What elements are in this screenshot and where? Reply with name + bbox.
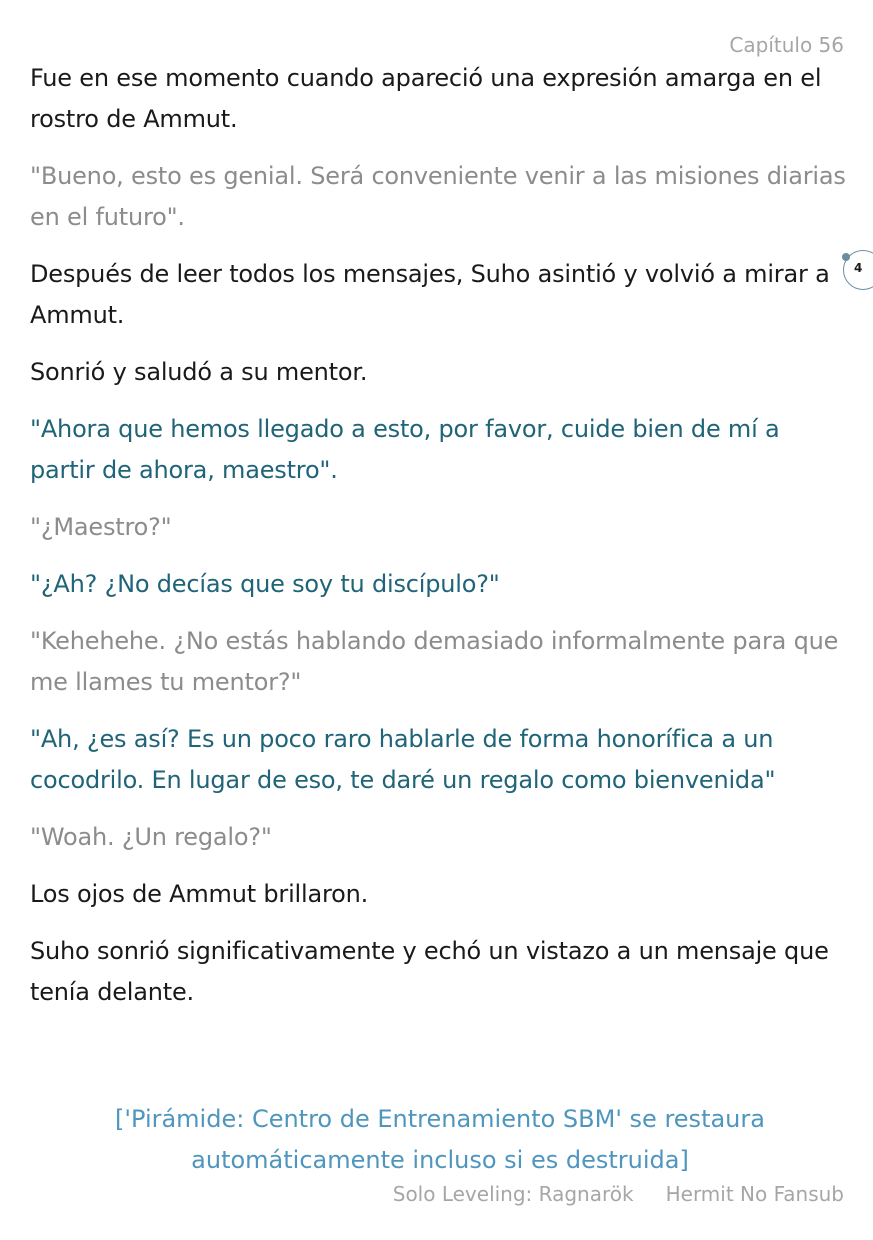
paragraph: "Woah. ¿Un regalo?" [30,823,272,851]
comment-bubble-icon [842,253,850,261]
paragraph: "¿Maestro?" [30,513,172,541]
paragraph: "¿Ah? ¿No decías que soy tu discípulo?" [30,570,500,598]
chapter-body [30,58,848,1029]
paragraph: "Bueno, esto es genial. Será conveniente venir a las misiones diarias en el futuro". [30,162,846,231]
chapter-label: Capítulo 56 [729,33,844,57]
paragraph: Fue en ese momento cuando apareció una expresión amarga en el rostro de Ammut. [30,64,822,133]
paragraph: Suho sonrió significativamente y echó un vistazo a un mensaje que tenía delante. [30,937,829,1006]
paragraph: Después de leer todos los mensajes, Suho asintió y volvió a mirar a Ammut. [30,260,830,329]
paragraph: "Ah, ¿es así? Es un poco raro hablarle de forma honorífica a un cocodrilo. En lugar de eso, te daré un regalo como bienvenida" [30,725,776,794]
comment-count: 4 [854,261,863,275]
page-footer [393,1182,844,1206]
paragraph: Los ojos de Ammut brillaron. [30,880,369,908]
novel-title: Solo Leveling: Ragnarök [392,1182,634,1206]
translator-credit: Hermit No Fansub [665,1182,844,1206]
paragraph: Sonrió y saludó a su mentor. [30,358,368,386]
paragraph: "Kehehehe. ¿No estás hablando demasiado informalmente para que me llames tu mentor?" [30,627,839,696]
paragraph: "Ahora que hemos llegado a esto, por favor, cuide bien de mí a partir de ahora, maestro". [30,415,780,484]
system-message: ['Pirámide: Centro de Entrenamiento SBM' se restaura automáticamente incluso si es destruida] [115,1105,765,1174]
